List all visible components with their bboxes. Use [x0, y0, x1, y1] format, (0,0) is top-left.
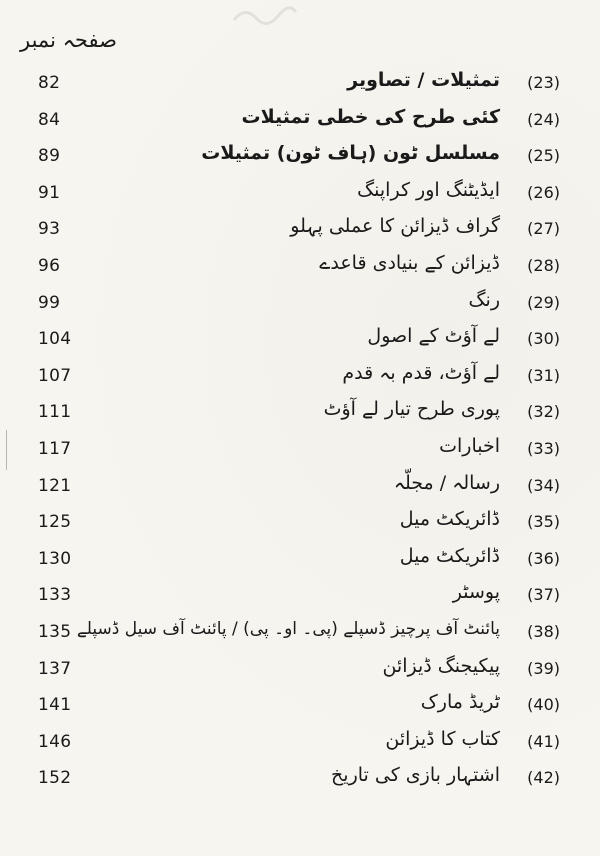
toc-entry-number: (23)	[527, 73, 560, 92]
toc-entry-title: مسلسل ٹون (ہاف ٹون) تمثیلات	[201, 142, 500, 165]
toc-page-number: 107	[38, 365, 72, 386]
toc-page-number: 104	[38, 329, 72, 350]
toc-entry-title: کتاب کا ڈیزائن	[385, 727, 500, 750]
toc-row	[0, 287, 600, 324]
faint-heading-bleedthrough	[230, 2, 300, 28]
toc-page-number: 135	[38, 621, 72, 642]
toc-row	[0, 67, 600, 104]
toc-row	[0, 177, 600, 214]
toc-entry-number: (38)	[527, 621, 560, 641]
toc-entry-number: (29)	[527, 292, 560, 312]
toc-page-number: 141	[38, 695, 72, 716]
toc-page-number: 96	[38, 255, 61, 276]
toc-entry-title: پائنٹ آف پرچیز ڈسپلے (پی۔ او۔ پی) / پائنٹ آف سیل ڈسپلے	[76, 618, 500, 639]
toc-page-number: 82	[38, 73, 61, 93]
toc-page-number: 89	[38, 146, 61, 167]
toc-row	[0, 213, 600, 250]
toc-entry-title: رنگ	[468, 288, 500, 311]
toc-row	[0, 360, 600, 397]
toc-entry-title: تمثیلات / تصاویر	[347, 69, 500, 91]
toc-entry-number: (35)	[527, 512, 560, 532]
toc-row	[0, 762, 600, 799]
toc-page-number: 111	[38, 402, 72, 423]
toc-row	[0, 616, 600, 653]
toc-entry-number: (37)	[527, 585, 560, 605]
toc-entry-title: پوری طرح تیار لے آؤٹ	[323, 398, 500, 421]
toc-entry-number: (40)	[527, 695, 560, 715]
toc-entry-number: (27)	[527, 219, 560, 239]
toc-entry-number: (26)	[527, 182, 560, 202]
toc-entry-title: پوسٹر	[452, 581, 500, 604]
toc-entry-number: (33)	[527, 438, 560, 458]
toc-entry-title: پیکیجنگ ڈیزائن	[382, 654, 500, 677]
toc-entry-number: (32)	[527, 402, 560, 422]
toc-entry-title: لے آؤٹ، قدم بہ قدم	[342, 361, 500, 384]
toc-entry-number: (24)	[527, 109, 560, 129]
toc-row	[0, 104, 600, 141]
toc-page-number: 130	[38, 548, 72, 569]
toc-entry-number: (41)	[527, 731, 560, 751]
toc-entry-number: (36)	[527, 548, 560, 568]
toc-entry-title: رسالہ / مجلّہ	[393, 471, 500, 494]
toc-row	[0, 140, 600, 177]
toc-entry-number: (25)	[527, 146, 560, 166]
toc-row	[0, 323, 600, 360]
toc-entry-title: لے آؤٹ کے اصول	[367, 325, 500, 348]
toc-row	[0, 506, 600, 543]
toc-entry-title: ٹریڈ مارک	[420, 691, 500, 714]
toc-entry-title: ڈائریکٹ میل	[399, 544, 500, 567]
toc-page-number: 125	[38, 512, 72, 533]
toc-page-number: 146	[38, 731, 72, 752]
toc-row	[0, 579, 600, 616]
page-number-heading: صفحہ نمبر	[20, 28, 117, 52]
toc-entry-number: (42)	[527, 768, 560, 788]
toc-row	[0, 543, 600, 580]
toc-page-number: 133	[38, 585, 72, 606]
toc-entry-number: (28)	[527, 255, 560, 275]
toc-row	[0, 653, 600, 690]
toc-page-number: 99	[38, 292, 61, 313]
toc-entry-number: (34)	[527, 475, 560, 495]
toc-row	[0, 433, 600, 470]
toc-page-number: 117	[38, 438, 72, 459]
toc-entry-title: ایڈیٹنگ اور کراپنگ	[357, 178, 500, 201]
toc-entry-title: اخبارات	[439, 434, 500, 457]
toc-page-number: 91	[38, 182, 61, 203]
toc-row	[0, 250, 600, 287]
toc-page-number: 84	[38, 109, 61, 130]
toc-page-number: 152	[38, 768, 72, 789]
toc-page-number: 121	[38, 475, 72, 496]
toc-row	[0, 396, 600, 433]
toc-entry-title: کئی طرح کی خطی تمثیلات	[241, 105, 500, 128]
toc-row	[0, 689, 600, 726]
toc-entry-number: (31)	[527, 365, 560, 385]
toc-page-number: 137	[38, 658, 72, 679]
toc-row	[0, 726, 600, 763]
table-of-contents	[0, 67, 600, 799]
toc-entry-number: (30)	[527, 329, 560, 349]
toc-entry-title: ڈیزائن کے بنیادی قاعدے	[319, 251, 500, 274]
toc-entry-title: ڈائریکٹ میل	[399, 508, 500, 531]
toc-entry-number: (39)	[527, 658, 560, 678]
toc-row	[0, 470, 600, 507]
toc-entry-title: اشتہار بازی کی تاریخ	[331, 764, 500, 787]
toc-entry-title: گراف ڈیزائن کا عملی پہلو	[290, 215, 500, 238]
toc-page-number: 93	[38, 219, 61, 240]
